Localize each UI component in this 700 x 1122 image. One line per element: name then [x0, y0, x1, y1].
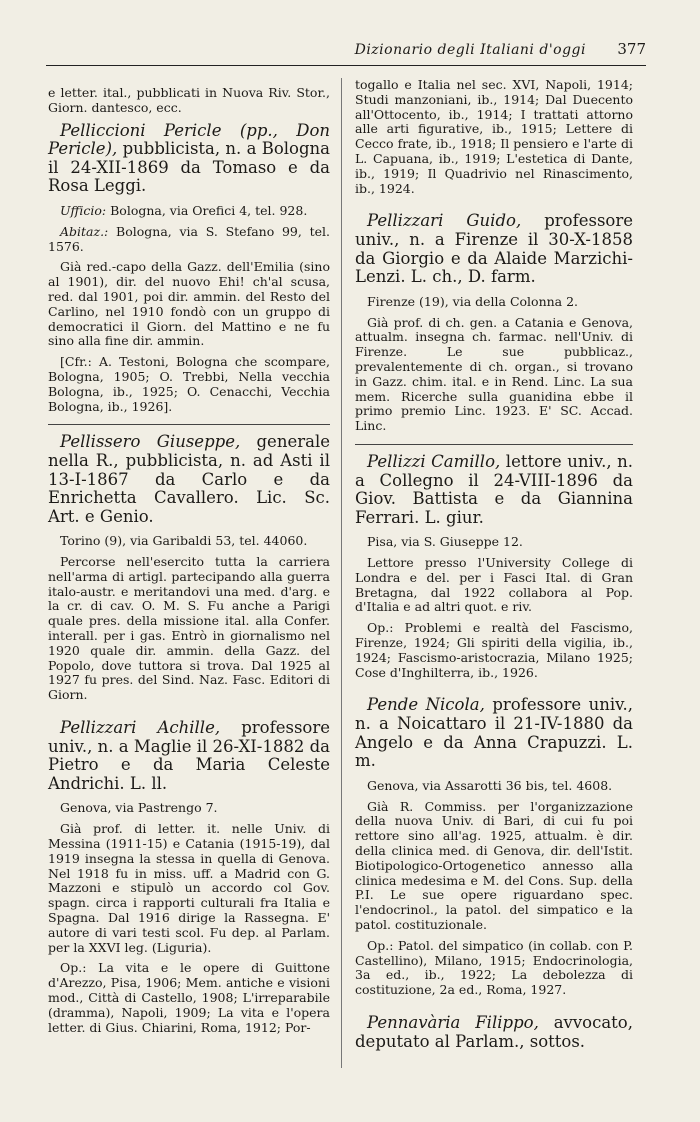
- entry-biography: Già red.-capo della Gazz. dell'Emilia (sino al 1901), dir. del nuovo Ehi! ch'al scusa, red. dal 1901, poi dir. ammin. del Resto del Carlino, nel 1910 fondò con un gruppo di democratici il Giorn. del Mattino e ne fu sino alla fine dir. ammin.: [48, 259, 330, 349]
- entry-summary: generale nella R., pubblicista, n. ad Asti il 13-I-1867 da Carlo e da Enrichetta Cavallero. Lic. Sc. Art. e Genio.: [48, 432, 330, 526]
- entry-summary: pubblicista, n. a Bologna il 24-XII-1869 da Tomaso e da Rosa Leggi.: [48, 139, 330, 196]
- entry-name: Pellizzi Camillo,: [367, 451, 501, 471]
- works-list: Problemi e realtà del Fascismo, Firenze, 1924; Gli spiriti della vigilia, ib., 1924; Fascismo-aristocrazia, Milano 1925; Cose d'Inghilterra, ib., 1926.: [355, 620, 633, 680]
- works-list: Patol. del simpatico (in collab. con P. Castellino), Milano, 1915; Endocrinologia, 3a ed., ib., 1922; La debolezza di costituzione, 2a ed., Roma, 1927.: [355, 937, 633, 998]
- entry-address: Genova, via Assarotti 36 bis, tel. 4608.: [367, 777, 613, 793]
- works-label: Op.:: [367, 620, 394, 636]
- entry-summary: avvocato, deputato al Parlam., sottos.: [355, 1013, 633, 1051]
- column-divider: [341, 78, 342, 1068]
- entry-name: Pellizzari Guido,: [367, 211, 522, 231]
- entry-address: Pisa, via S. Giuseppe 12.: [367, 534, 523, 550]
- entry-biography: Percorse nell'esercito tutta la carriera nell'arma di artigl. partecipando alla guerra italo-austr. e meritandovi una med. d'arg. e la cr. di cav. O. M. S. Fu anche a Parigi quale pres. della missione ital. alla Confer. interall. per i gas. Entrò in giornalismo nel 1920 quale dir. ammin. della Gazz. del Popolo, dove tuttora si trova. Dal 1925 al 1927 fu pres. del Sind. Naz. Fasc. Editori di Giorn.: [48, 554, 330, 703]
- entry-heading: [48, 719, 330, 793]
- works-label: Op.:: [60, 960, 87, 976]
- entry-works: [355, 939, 633, 998]
- office-address: Bologna, via Orefici 4, tel. 928.: [110, 202, 308, 218]
- office-label: Ufficio:: [60, 202, 107, 218]
- header-rule: [46, 65, 646, 66]
- entry-biography: Già R. Commiss. per l'organizzazione della nuova Univ. di Bari, di cui fu poi rettore sino all'ag. 1925, attualm. è dir. della clinica med. di Genova, dir. dell'Istit. Biotipologico-Ortogenetico annesso alla clinica medesima e M. del Cons. Sup. della P.I. Le sue opere riguardano spec. l'endocrinol., la patol. del simpatico e la patol. costituzionale.: [355, 798, 633, 933]
- entry-name: Pellissero Giuseppe,: [60, 432, 241, 452]
- entry-heading: [355, 453, 633, 527]
- left-column: [48, 86, 330, 1041]
- entry-address: Torino (9), via Garibaldi 53, tel. 44060.: [60, 533, 308, 549]
- entry-summary: lettore univ., n. a Collegno il 24-VIII-1896 da Giov. Battista e da Giannina Ferrari. L. giur.: [355, 451, 633, 527]
- entry-office: [48, 204, 330, 219]
- continuation-text: e letter. ital., pubblicati in Nuova Riv. Stor., Giorn. dantesco, ecc.: [48, 85, 330, 115]
- home-label: Abitaz.:: [60, 223, 109, 239]
- entry-heading: [48, 433, 330, 526]
- entry-heading: [48, 122, 330, 196]
- entry-works: [355, 621, 633, 680]
- entry-references: [Cfr.: A. Testoni, Bologna che scompare, Bologna, 1905; O. Trebbi, Nella vecchia Bologna, ib., 1925; O. Cenacchi, Vecchia Bologna, ib., 1926].: [48, 354, 330, 414]
- entry-heading: [355, 212, 633, 286]
- entry-biography: Già prof. di ch. gen. a Catania e Genova, attualm. insegna ch. farmac. nell'Univ. di Firenze. Le sue pubblicaz., prevalentemente di ch. organ., si trovano in Gazz. chim. ital. e in Rend. Linc. La sua mem. Ricerche sulla guanidina ebbe il primo premio Linc. 1923. E' SC. Accad. Linc.: [355, 314, 633, 434]
- entry-biography: Già prof. di letter. it. nelle Univ. di Messina (1911-15) e Catania (1915-19), dal 1919 insegna la stessa in quella di Genova. Nel 1918 fu in miss. uff. a Madrid con G. Mazzoni e stipulò un accordo col Gov. spagn. circa i rapporti culturali fra Italia e Spagna. Dal 1916 dirige la Rassegna. E' autore di vari testi scol. Fu dep. al Parlam. per la XXVI leg. (Liguria).: [48, 821, 330, 955]
- right-column: [355, 78, 633, 1059]
- entry-name: Pende Nicola,: [367, 695, 485, 715]
- entry-separator: [48, 424, 330, 425]
- entry-works: [48, 961, 330, 1035]
- entry-heading: [355, 1014, 633, 1051]
- page-number: 377: [617, 40, 646, 58]
- entry-name: Pellizzari Achille,: [60, 718, 221, 738]
- entry-address: Firenze (19), via della Colonna 2.: [367, 293, 579, 309]
- entry-heading: [355, 696, 633, 770]
- entry-name: Pelliccioni Pericle (pp., Don Pericle),: [48, 120, 330, 159]
- works-list: La vita e le opere di Guittone d'Arezzo, Pisa, 1906; Mem. antiche e visioni mod., Città di Castello, 1908; L'irreparabile (dramma), Napoli, 1909; La vita e l'opera letter. di Gius. Chiarini, Roma, 1912; Por-: [48, 960, 330, 1035]
- continuation-text: togallo e Italia nel sec. XVI, Napoli, 1914; Studi manzoniani, ib., 1914; Dal Duecento all'Ottocento, ib., 1914; I trattati attorno alle arti figurative, ib., 1915; Lettere di Cecco frate, ib., 1918; Il pensiero e l'arte di L. Capuana, ib., 1919; L'estetica di Dante, ib., 1919; Il Quadrivio nel Rinascimento, ib., 1924.: [355, 77, 633, 196]
- entry-biography: Lettore presso l'University College di Londra e del. per i Fasci Ital. di Gran Bretagna, dal 1922 collabora al Pop. d'Italia e ad altri quot. e riv.: [355, 555, 633, 615]
- home-address: Bologna, via S. Stefano 99, tel. 1576.: [48, 223, 330, 254]
- entry-address: Genova, via Pastrengo 7.: [60, 800, 218, 816]
- entry-home: [48, 225, 330, 255]
- entry-summary: professore univ., n. a Noicattaro il 21-IV-1880 da Angelo e da Anna Crapuzzi. L. m.: [355, 695, 634, 771]
- works-label: Op.:: [367, 937, 394, 953]
- entry-separator: [355, 444, 633, 445]
- entry-summary: professore univ., n. a Firenze il 30-X-1858 da Giorgio e da Alaide Marzichi-Lenzi. L. ch., D. farm.: [355, 211, 634, 287]
- entry-summary: professore univ., n. a Maglie il 26-XI-1882 da Pietro e da Maria Celeste Andrichi. L. ll.: [48, 718, 330, 793]
- entry-name: Pennavària Filippo,: [367, 1013, 539, 1032]
- running-header: [46, 40, 646, 66]
- running-title: Dizionario degli Italiani d'oggi: [354, 42, 586, 58]
